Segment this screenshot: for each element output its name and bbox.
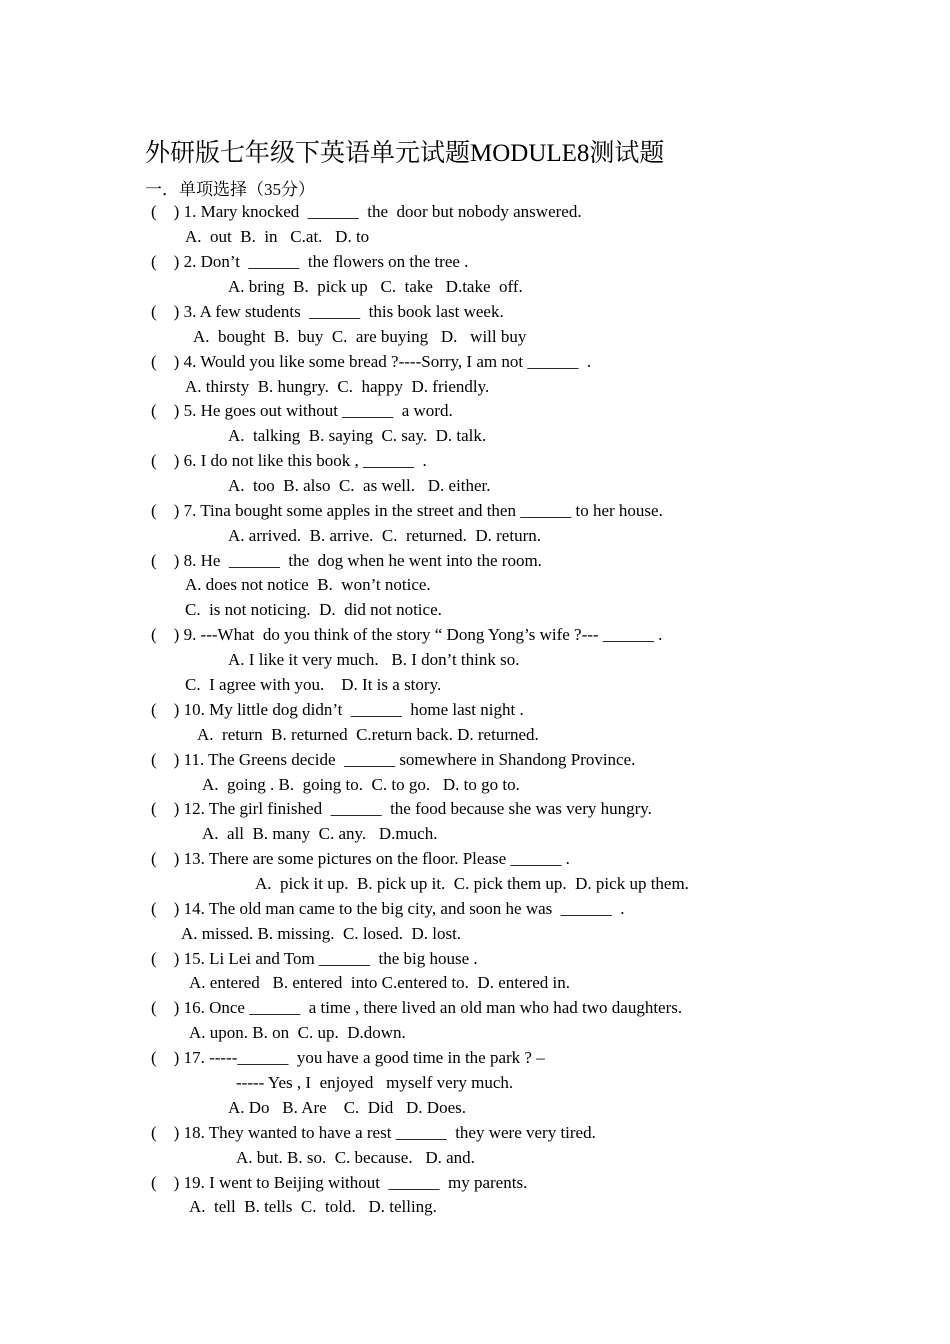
answer-options: A. missed. B. missing. C. losed. D. lost. (181, 924, 462, 943)
answer-options: ----- Yes , I enjoyed myself very much. (236, 1073, 514, 1092)
answer-options: A. going . B. going to. C. to go. D. to go to. (202, 775, 520, 794)
answer-options: A. entered B. entered into C.entered to. D. entered in. (189, 973, 570, 992)
answer-options: A. upon. B. on C. up. D.down. (189, 1023, 406, 1042)
question-line: ( ) 17. -----______ you have a good time in the park ? – (151, 1048, 545, 1067)
answer-options: C. is not noticing. D. did not notice. (185, 600, 442, 619)
answer-options: A. Do B. Are C. Did D. Does. (228, 1098, 466, 1117)
answer-options: A. return B. returned C.return back. D. returned. (197, 725, 539, 744)
question-line: ( ) 2. Don’t ______ the flowers on the tree . (151, 252, 469, 271)
answer-options: A. does not notice B. won’t notice. (185, 575, 431, 594)
question-line: ( ) 18. They wanted to have a rest ______ they were very tired. (151, 1123, 596, 1142)
question-line: ( ) 5. He goes out without ______ a word. (151, 401, 453, 420)
answer-options: A. all B. many C. any. D.much. (202, 824, 438, 843)
question-line: ( ) 9. ---What do you think of the story “ Dong Yong’s wife ?--- ______ . (151, 625, 663, 644)
question-line: ( ) 3. A few students ______ this book last week. (151, 302, 504, 321)
answer-options: A. out B. in C.at. D. to (185, 227, 370, 246)
question-line: ( ) 16. Once ______ a time , there lived an old man who had two daughters. (151, 998, 683, 1017)
question-line: ( ) 11. The Greens decide ______ somewhere in Shandong Province. (151, 750, 636, 769)
question-line: ( ) 1. Mary knocked ______ the door but nobody answered. (151, 202, 582, 221)
question-line: ( ) 15. Li Lei and Tom ______ the big house . (151, 949, 478, 968)
answer-options: A. arrived. B. arrive. C. returned. D. return. (228, 526, 541, 545)
question-line: ( ) 6. I do not like this book , ______ . (151, 451, 427, 470)
answer-options: A. bought B. buy C. are buying D. will buy (193, 327, 527, 346)
question-line: ( ) 19. I went to Beijing without ______ my parents. (151, 1173, 528, 1192)
answer-options: A. talking B. saying C. say. D. talk. (228, 426, 487, 445)
answer-options: A. bring B. pick up C. take D.take off. (228, 277, 523, 296)
answer-options: A. tell B. tells C. told. D. telling. (189, 1197, 437, 1216)
question-line: ( ) 4. Would you like some bread ?----Sorry, I am not ______ . (151, 352, 592, 371)
answer-options: A. too B. also C. as well. D. either. (228, 476, 491, 495)
answer-options: A. I like it very much. B. I don’t think so. (228, 650, 520, 669)
answer-options: A. but. B. so. C. because. D. and. (236, 1148, 475, 1167)
question-line: ( ) 14. The old man came to the big city, and soon he was ______ . (151, 899, 625, 918)
question-line: ( ) 12. The girl finished ______ the food because she was very hungry. (151, 799, 652, 818)
answer-options: C. I agree with you. D. It is a story. (185, 675, 442, 694)
section-heading: 一．单项选择（35分） (145, 180, 315, 199)
question-line: ( ) 7. Tina bought some apples in the street and then ______ to her house. (151, 501, 663, 520)
answer-options: A. pick it up. B. pick up it. C. pick them up. D. pick up them. (255, 874, 689, 893)
answer-options: A. thirsty B. hungry. C. happy D. friendly. (185, 377, 490, 396)
page-title: 外研版七年级下英语单元试题MODULE8测试题 (145, 140, 665, 167)
question-line: ( ) 13. There are some pictures on the floor. Please ______ . (151, 849, 570, 868)
question-line: ( ) 10. My little dog didn’t ______ home last night . (151, 700, 524, 719)
question-line: ( ) 8. He ______ the dog when he went into the room. (151, 551, 542, 570)
